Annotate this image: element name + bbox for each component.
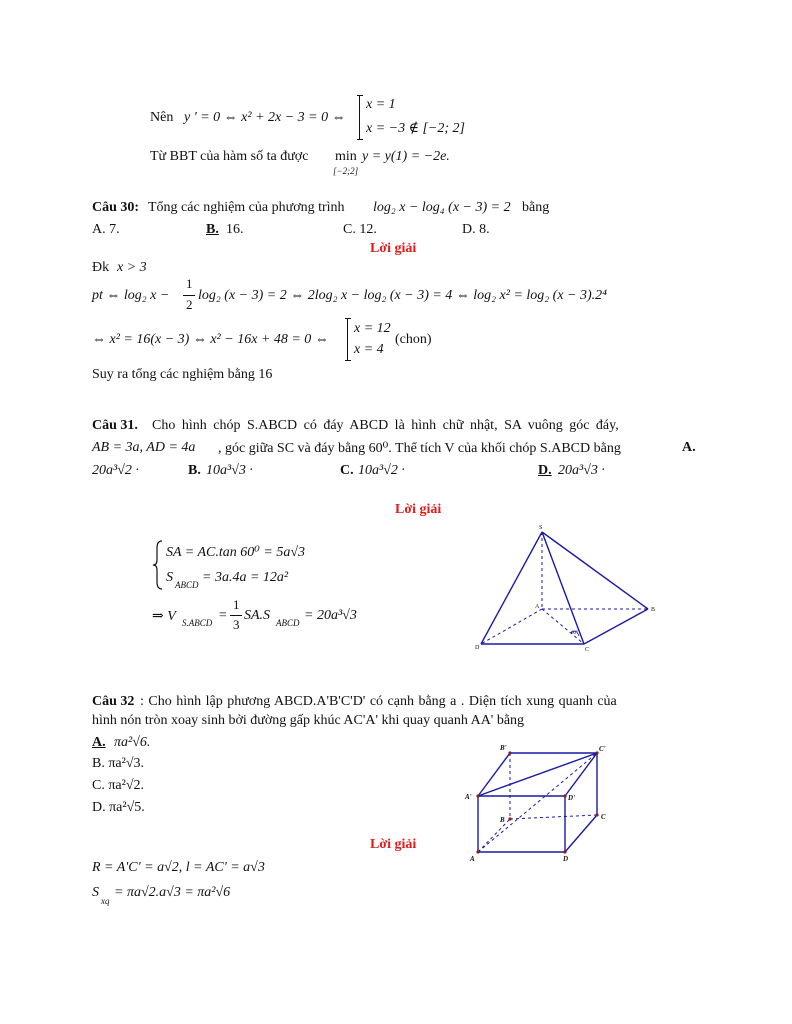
q31-label: Câu 31. (92, 418, 138, 433)
q30-solution-heading: Lời giải (370, 241, 417, 256)
q31-result-sub1: S.ABCD (182, 618, 213, 628)
q31-fig-label-c: C (585, 647, 590, 653)
q31-fig-label-d: D (475, 645, 480, 651)
q31-result-eq: = (218, 608, 228, 623)
q30-option-b-letter: B. (206, 222, 219, 237)
q32-fig-label-a: A (470, 855, 475, 863)
q30-equation: log₂ x − log₄ (x − 3) = 2 (373, 200, 511, 215)
q30-dk-label: Đk (92, 260, 110, 275)
q31-result-sub2: ABCD (276, 618, 300, 628)
q31-fig-label-b: B (651, 607, 656, 613)
q31-result-den: 3 (233, 617, 240, 632)
top-line2-min: min (335, 149, 357, 164)
q31-option-b-letter: B. (188, 463, 201, 478)
q30-label: Câu 30: (92, 200, 140, 215)
q30-option-a: A. 7. (92, 222, 120, 237)
top-line2-text: Từ BBT của hàm số ta được (150, 149, 309, 164)
q31-option-b: 10a³√3 · (206, 463, 253, 478)
q32-fig-label-c: C (601, 813, 606, 821)
q31-fig-label-a: A (535, 604, 540, 610)
top-line2-sub: [−2;2] (333, 166, 359, 176)
q31-fig-label-s: S (539, 525, 543, 531)
q30-sys-note: (chon) (395, 332, 432, 347)
q31-option-c-letter: C. (340, 463, 354, 478)
q30-dk-math: x > 3 (117, 260, 147, 275)
q32-fig-label-a1: A' (465, 793, 472, 801)
q31-sys-line2-sub: ABCD (175, 580, 199, 590)
q31-sys-line2-a: S (166, 570, 173, 585)
q30-sys-case2: x = 4 (354, 342, 384, 357)
q32-option-a-letter: A. (92, 735, 106, 750)
top-line1-prefix: Nên (150, 110, 174, 125)
q32-option-c: C. πa²√2. (92, 778, 145, 793)
q31-sys-line2-b: = 3a.4a = 12a² (202, 570, 289, 585)
q31-pyramid-figure (465, 520, 665, 655)
q32-fig-label-d: D (563, 855, 569, 863)
q30-sys-case1: x = 12 (354, 321, 391, 336)
q31-solution-heading: Lời giải (395, 502, 442, 517)
q32-fig-label-b1: B' (500, 744, 507, 752)
q30-sys-lead: ⇔ x² = 16(x − 3) ⇔ x² − 16x + 48 = 0 ⇔ (92, 332, 329, 347)
q32-fig-label-c1: C' (599, 745, 606, 753)
q32-solution-heading: Lời giải (370, 837, 417, 852)
q31-sys-brace (152, 540, 164, 590)
q31-result-b: SA.S (244, 608, 271, 623)
q31-text-line1: Cho hình chóp S.ABCD có đáy ABCD là hình chữ nhật, SA vuông góc đáy, (152, 418, 619, 433)
q32-sol-line1: R = A'C' = a√2, l = AC' = a√3 (92, 860, 265, 875)
q31-result-num: 1 (233, 597, 240, 612)
q30-option-d: D. 8. (462, 222, 490, 237)
q31-option-a: 20a³√2 · (92, 463, 139, 478)
q30-option-c: C. 12. (343, 222, 377, 237)
q31-text-line2-rest: , góc giữa SC và đáy bằng 60⁰. Thể tích V của khối chóp S.ABCD bằng (218, 441, 621, 456)
q32-text-line2: hình nón tròn xoay sinh bởi đường gấp khúc AC'A' khi quay quanh AA' bằng (92, 713, 525, 728)
q31-sys-line1: SA = AC.tan 60⁰ = 5a√3 (166, 545, 306, 560)
q30-conclusion: Suy ra tổng các nghiệm bằng 16 (92, 367, 273, 382)
q31-text-line2-math: AB = 3a, AD = 4a (92, 440, 196, 455)
q31-fig-label-angle: 60° (571, 631, 578, 636)
q30-frac-num: 1 (186, 276, 193, 291)
q30-text: Tổng các nghiệm của phương trình (148, 200, 345, 215)
q32-option-d: D. πa²√5. (92, 800, 145, 815)
top-line1-math: y ' = 0 ⇔ x² + 2x − 3 = 0 ⇔ (184, 110, 346, 125)
q31-text-line2-end: A. (682, 440, 696, 455)
q32-sol-line2-b: = πa√2.a√3 = πa²√6 (114, 885, 231, 900)
q32-sol-line2-a: S (92, 885, 99, 900)
q30-sys-bracket (347, 318, 354, 360)
top-case-bracket (359, 95, 366, 139)
q32-fig-label-d1: D' (568, 794, 575, 802)
top-line2-math: y = y(1) = −2e. (362, 149, 450, 164)
q32-text-line1: : Cho hình lập phương ABCD.A'B'C'D' có cạnh bằng a . Diện tích xung quanh của (140, 694, 617, 709)
q31-option-d: 20a³√3 · (558, 463, 605, 478)
q31-result-c: = 20a³√3 (304, 608, 357, 623)
q32-cube-figure (462, 740, 622, 865)
q32-fig-label-b: B (500, 816, 505, 824)
q30-tail: bằng (522, 200, 550, 215)
q31-option-d-letter: D. (538, 463, 552, 478)
top-case-2: x = −3 ∉ [−2; 2] (366, 121, 465, 136)
q32-option-a: πa²√6. (114, 735, 151, 750)
q31-option-c: 10a³√2 · (358, 463, 405, 478)
q30-frac-den: 2 (186, 297, 193, 312)
top-case-1: x = 1 (366, 97, 396, 112)
q32-label: Câu 32 (92, 694, 135, 709)
q32-sol-line2-sub: xq (101, 896, 110, 906)
q30-pt-line-a: pt ⇔ log₂ x − (92, 288, 170, 303)
q32-option-b: B. πa²√3. (92, 756, 145, 771)
q31-result-a: ⇒ V (152, 609, 176, 624)
q30-pt-line-b: log₂ (x − 3) = 2 ⇔ 2log₂ x − log₂ (x − 3) = 4 ⇔ log₂ x² = log₂ (x − 3).2⁴ (198, 288, 608, 303)
q30-option-b: 16. (226, 222, 244, 237)
